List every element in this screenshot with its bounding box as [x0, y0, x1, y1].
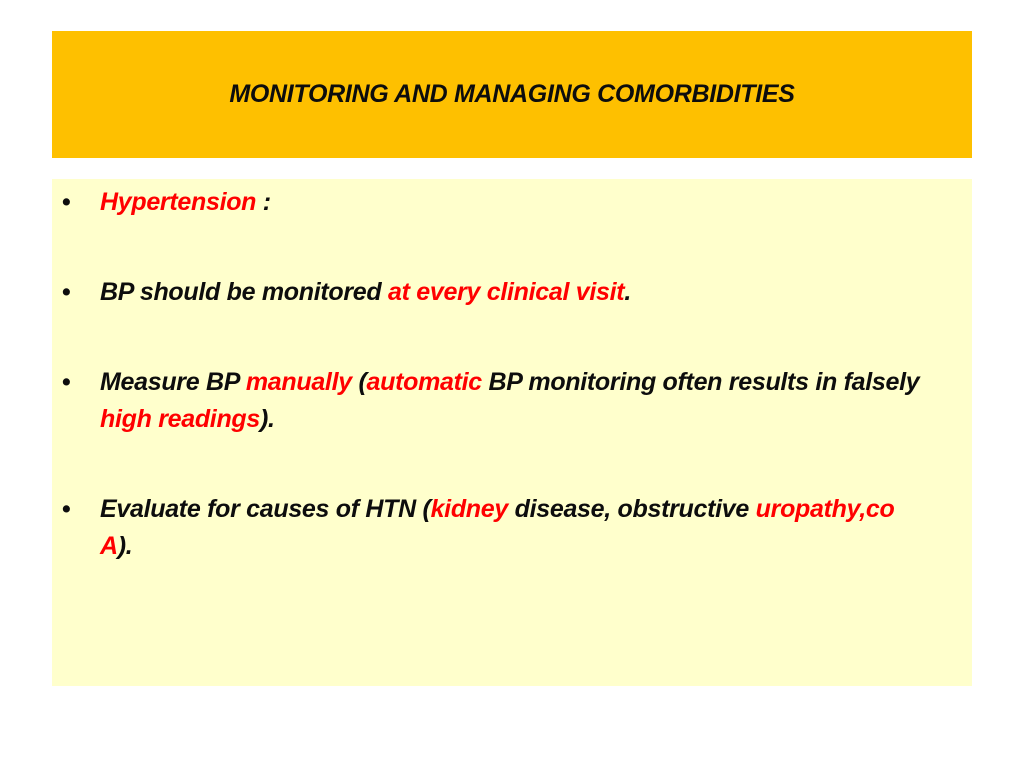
body-text: Evaluate for causes of HTN ( — [100, 495, 431, 523]
bullet-dot: • — [62, 368, 71, 396]
bullet-item — [52, 184, 932, 221]
highlight-text: manually — [245, 368, 352, 396]
body-text: ( — [351, 368, 367, 396]
body-text: BP monitoring often results in falsely — [481, 368, 920, 396]
body-text: ). — [117, 532, 133, 560]
body-text: . — [624, 278, 631, 306]
body-text: disease, obstructive — [507, 495, 756, 523]
body-text: : — [256, 188, 271, 216]
highlight-text: kidney — [430, 495, 508, 523]
body-text: Measure BP — [100, 368, 246, 396]
body-text: ). — [260, 405, 275, 433]
highlight-text: uropathy,co A — [100, 495, 895, 560]
bullet-item — [52, 491, 932, 565]
bullet-item — [52, 364, 932, 438]
slide-title: MONITORING AND MANAGING COMORBIDITIES — [229, 80, 795, 108]
body-text: BP should be monitored — [100, 278, 389, 306]
bullet-item — [52, 274, 932, 311]
bullet-dot: • — [62, 495, 71, 523]
highlight-text: automatic — [366, 368, 482, 396]
content-panel — [52, 179, 972, 686]
bullet-dot: • — [62, 278, 71, 306]
highlight-text: high readings — [100, 405, 261, 433]
title-banner — [52, 31, 972, 158]
highlight-text: at every clinical visit — [388, 278, 625, 306]
bullet-dot: • — [62, 188, 71, 216]
highlight-text: Hypertension — [100, 188, 257, 216]
